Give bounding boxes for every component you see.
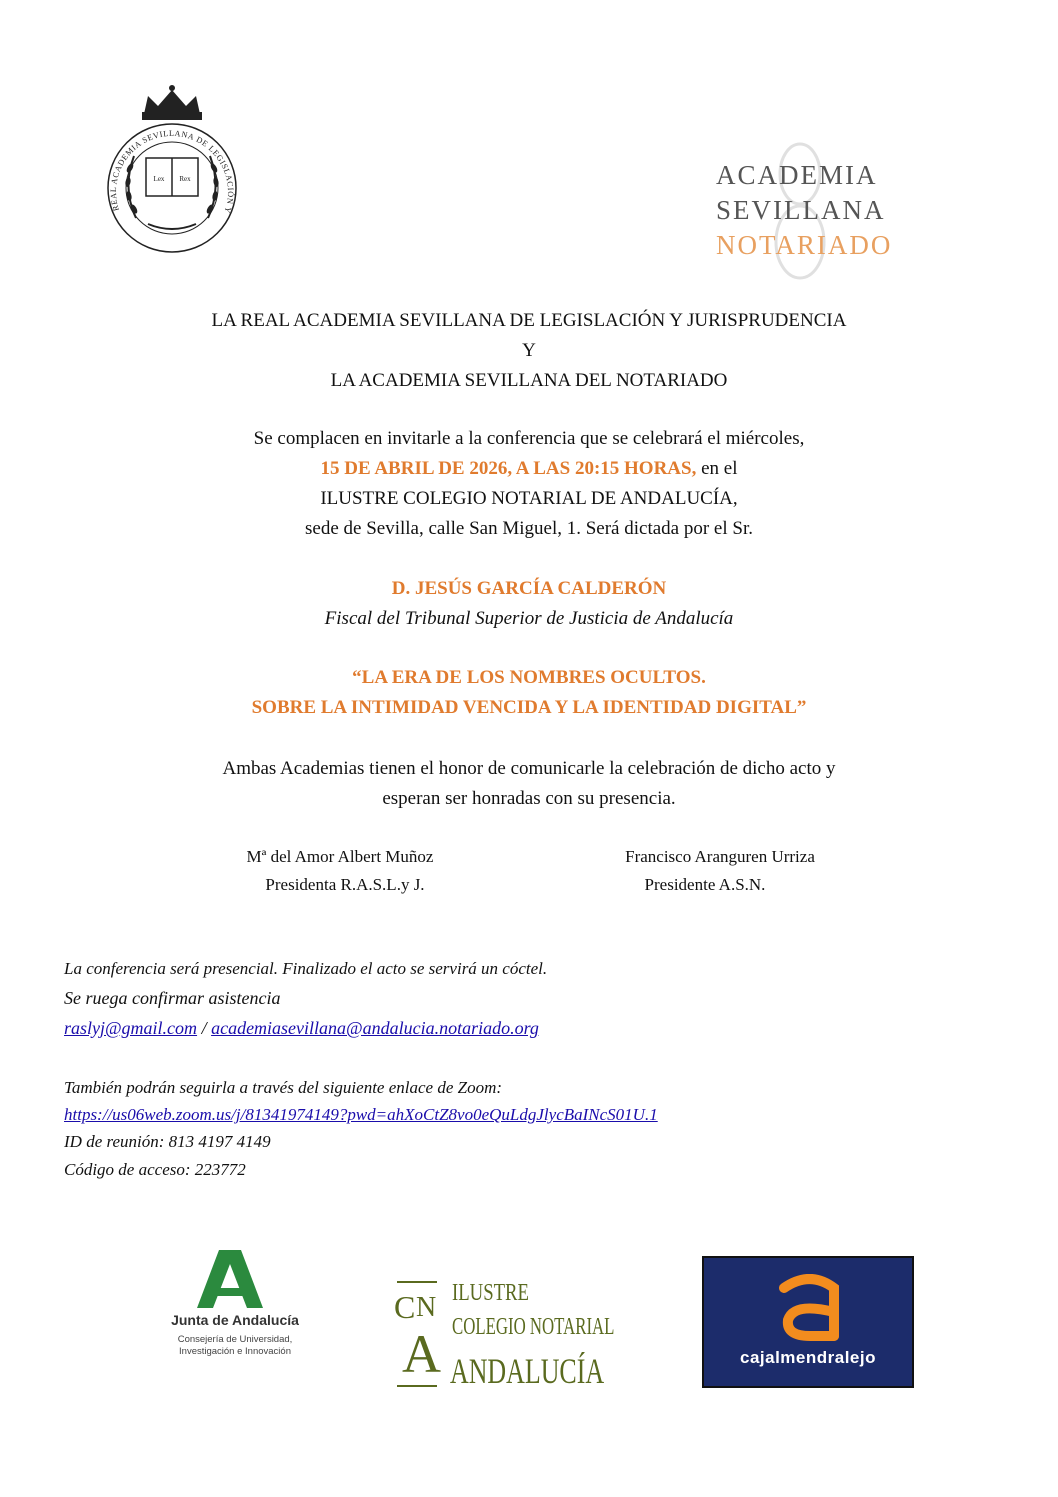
invitation-venue: ILUSTRE COLEGIO NOTARIAL DE ANDALUCÍA,	[320, 488, 738, 509]
junta-a-mark	[195, 1248, 265, 1310]
zoom-intro: También podrán seguirla a través del siguiente enlace de Zoom:	[64, 1078, 503, 1097]
email-separator: /	[197, 1018, 212, 1038]
event-date-time: 15 DE ABRIL DE 2026, A LAS 20:15 HORAS,	[320, 458, 697, 479]
invitation-date-line	[0, 457, 1058, 481]
signature-right-role: Presidente A.S.N.	[644, 875, 766, 894]
note-emails	[64, 1017, 539, 1039]
note-presencial: La conferencia será presencial. Finalizado el acto se servirá un cóctel.	[64, 959, 548, 978]
seal-book-left: Lex	[153, 175, 165, 183]
closing-line1: Ambas Academias tienen el honor de comunicarle la celebración de dicho acto y	[222, 758, 836, 779]
signature-left-name: Mª del Amor Albert Muñoz	[246, 847, 434, 866]
header-line1: LA REAL ACADEMIA SEVILLANA DE LEGISLACIÓN Y JURISPRUDENCIA	[211, 310, 847, 331]
invitation-address: sede de Sevilla, calle San Miguel, 1. Será dictada por el Sr.	[305, 518, 753, 539]
seal-book-right: Rex	[179, 175, 191, 183]
seal-graphic	[92, 78, 252, 258]
cajalmendralejo-logo	[702, 1256, 914, 1388]
academy-seal	[92, 78, 252, 258]
asn-logo-line1: ACADEMIA	[716, 160, 878, 190]
colegio-monogram	[392, 1280, 442, 1390]
colegio-line2: COLEGIO NOTARIAL	[452, 1314, 615, 1340]
header-line3: LA ACADEMIA SEVILLANA DEL NOTARIADO	[330, 370, 728, 391]
asn-logo-line3: NOTARIADO	[716, 230, 893, 260]
signature-right-name: Francisco Aranguren Urriza	[625, 847, 815, 866]
junta-title: Junta de Andalucía	[171, 1312, 299, 1328]
signature-left-role: Presidenta R.A.S.L.y J.	[265, 875, 425, 894]
colegio-line1: ILUSTRE	[452, 1280, 529, 1306]
invitation-line1: Se complacen en invitarle a la conferencia que se celebrará el miércoles,	[253, 428, 805, 449]
event-date-suffix: en el	[696, 458, 738, 479]
meeting-id: ID de reunión: 813 4197 4149	[64, 1132, 271, 1151]
talk-title-line1: “LA ERA DE LOS NOMBRES OCULTOS.	[352, 667, 706, 688]
access-code: Código de acceso: 223772	[64, 1160, 246, 1179]
colegio-line3: ANDALUCÍA	[450, 1351, 605, 1391]
speaker-name: D. JESÚS GARCÍA CALDERÓN	[391, 578, 667, 599]
svg-text:C: C	[394, 1289, 416, 1325]
closing-line2: esperan ser honradas con su presencia.	[382, 788, 676, 809]
header-line2: Y	[522, 340, 536, 361]
junta-sub2: Investigación e Innovación	[179, 1346, 291, 1357]
speaker-position: Fiscal del Tribunal Superior de Justicia de Andalucía	[324, 608, 734, 629]
junta-sub1: Consejería de Universidad,	[177, 1334, 293, 1345]
seal-ring-text: REAL ACADEMIA SEVILLANA DE LEGISLACIÓN Y	[108, 128, 236, 215]
zoom-link[interactable]: https://us06web.zoom.us/j/81341974149?pwd=ahXoCtZ8vo0eQuLdgJlycBaINcS01U.1	[64, 1105, 658, 1124]
svg-text:N: N	[416, 1292, 437, 1323]
note-confirm: Se ruega confirmar asistencia	[64, 988, 281, 1008]
email-link-academia[interactable]: academiasevillana@andalucia.notariado.org	[211, 1018, 539, 1038]
caja-name: cajalmendralejo	[739, 1348, 876, 1367]
asn-logo-line2: SEVILLANA	[716, 195, 886, 225]
svg-text:A: A	[402, 1324, 441, 1384]
email-link-raslyj[interactable]: raslyj@gmail.com	[64, 1018, 198, 1038]
caja-a-mark	[774, 1274, 846, 1342]
talk-title-line2: SOBRE LA INTIMIDAD VENCIDA Y LA IDENTIDAD DIGITAL”	[251, 697, 807, 718]
